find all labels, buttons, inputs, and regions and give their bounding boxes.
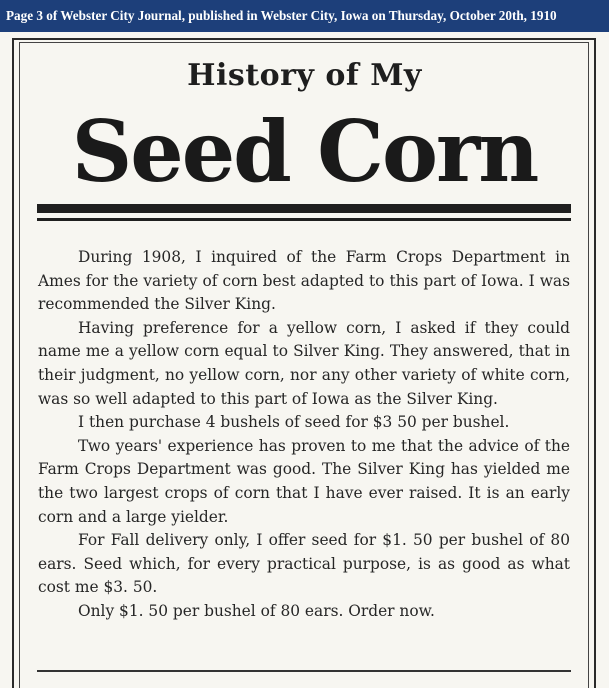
ad-title-top: History of My [187, 58, 422, 93]
title-rule-thin [37, 218, 571, 221]
ad-paragraph: During 1908, I inquired of the Farm Crops Department in Ames for the variety of corn best adapted to this part of Iowa. I was recommended the Silver King. [38, 248, 570, 314]
page-caption-bar [0, 0, 609, 32]
title-rule-thick [37, 204, 571, 213]
ad-paragraph: For Fall delivery only, I offer seed for $1. 50 per bushel of 80 ears. Seed which, for every practical purpose, is as good as what cost me $3. 50. [38, 531, 570, 597]
page-caption: Page 3 of Webster City Journal, published in Webster City, Iowa on Thursday, October 20th, 1910 [6, 8, 557, 23]
ad-paragraph: I then purchase 4 bushels of seed for $3 50 per bushel. [78, 413, 510, 432]
ad-paragraph: Only $1. 50 per bushel of 80 ears. Order now. [78, 601, 435, 620]
newspaper-clipping [0, 32, 609, 688]
ad-paragraph: Two years' experience has proven to me that the advice of the Farm Crops Department was good. The Silver King has yielded me the two largest crops of corn that I have ever raised. It is an early corn and a large yielder. [38, 436, 570, 526]
ad-title-main: Seed Corn [71, 102, 538, 201]
ad-paragraph: Having preference for a yellow corn, I asked if they could name me a yellow corn equal to Silver King. They answered, that in their judgment, no yellow corn, nor any other variety of white corn, was so well adapted to this part of Iowa as the Silver King. [38, 318, 570, 408]
bottom-rule [37, 670, 571, 672]
ad-body [38, 246, 570, 624]
